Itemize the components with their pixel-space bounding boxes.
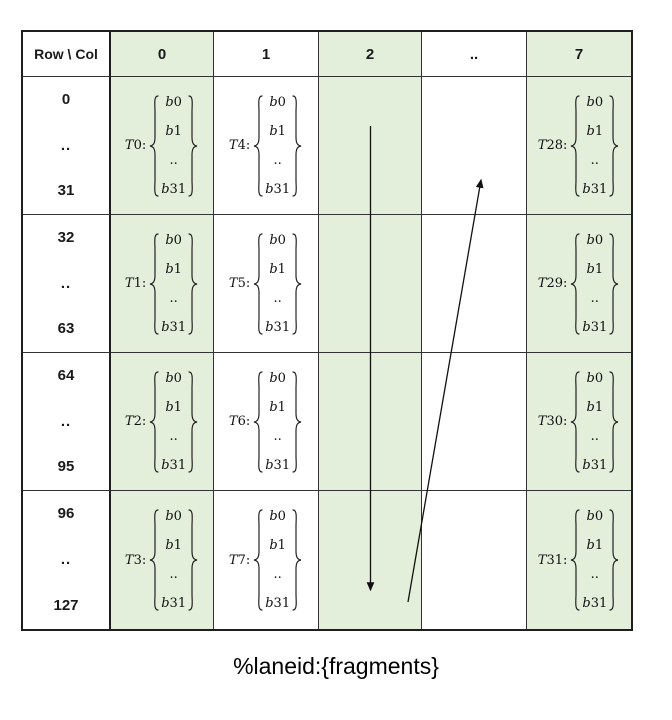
fragment-entries bbox=[264, 94, 291, 198]
fragment-entry: .. bbox=[273, 290, 282, 306]
fragment-label: T28: bbox=[537, 138, 568, 153]
fragment-entry: b31 bbox=[161, 457, 187, 473]
row-end: 127 bbox=[53, 597, 79, 614]
fragment-cell bbox=[214, 491, 319, 629]
fragment bbox=[229, 508, 303, 612]
fragment-entries bbox=[581, 94, 608, 198]
fragment bbox=[229, 94, 303, 198]
fragment-entry: b31 bbox=[265, 181, 291, 197]
right-brace bbox=[608, 370, 620, 474]
fragment-label: T30: bbox=[537, 414, 568, 429]
fragment bbox=[229, 370, 303, 474]
right-brace bbox=[291, 94, 303, 198]
left-brace bbox=[252, 94, 264, 198]
fragment-cell bbox=[422, 353, 527, 491]
fragment-entry: b0 bbox=[165, 232, 182, 248]
fragment bbox=[125, 370, 199, 474]
fragment-cell bbox=[527, 77, 631, 215]
fragment-entry: b0 bbox=[586, 370, 604, 386]
fragment-entry: b0 bbox=[165, 94, 182, 110]
right-brace bbox=[187, 370, 199, 474]
right-brace bbox=[291, 370, 303, 474]
fragment-label: T0: bbox=[124, 138, 147, 153]
fragment-cell bbox=[527, 491, 631, 629]
row-start: 0 bbox=[61, 91, 71, 108]
fragment bbox=[229, 232, 303, 336]
fragment-cell bbox=[214, 215, 319, 353]
fragment-entry: .. bbox=[273, 428, 282, 444]
fragment-cell bbox=[111, 77, 214, 215]
fragment-entry: .. bbox=[590, 567, 599, 582]
fragment-entry: b1 bbox=[269, 538, 286, 553]
fragment-label: T3: bbox=[124, 552, 147, 568]
left-brace bbox=[148, 508, 160, 612]
fragment-label: T2: bbox=[124, 414, 147, 429]
fragment-label: T31: bbox=[537, 552, 568, 568]
fragment-entry: b1 bbox=[586, 538, 604, 553]
fragment-cell bbox=[111, 491, 214, 629]
fragment-entries bbox=[581, 232, 608, 336]
fragment-entry: b31 bbox=[161, 596, 187, 611]
right-brace bbox=[187, 232, 199, 336]
right-brace bbox=[291, 232, 303, 336]
fragment-entries bbox=[160, 232, 187, 336]
right-brace bbox=[291, 508, 303, 612]
fragment-entry: b0 bbox=[165, 509, 182, 524]
fragment-entry: b1 bbox=[586, 399, 604, 415]
left-brace bbox=[569, 508, 581, 612]
fragment-cell bbox=[111, 215, 214, 353]
fragment-entries bbox=[581, 508, 608, 612]
fragment-label: T5: bbox=[228, 276, 251, 291]
right-brace bbox=[608, 508, 620, 612]
row-dots: .. bbox=[60, 274, 72, 292]
fragment bbox=[125, 94, 199, 198]
fragment-entry: b31 bbox=[265, 319, 291, 335]
fragment-label: T1: bbox=[124, 276, 147, 291]
row-dots: .. bbox=[60, 136, 72, 154]
laneid-fragment-table bbox=[21, 30, 633, 631]
fragment-entry: b31 bbox=[582, 457, 608, 473]
left-brace bbox=[569, 232, 581, 336]
fragment-entry: .. bbox=[169, 290, 178, 306]
fragment-entry: b1 bbox=[586, 123, 604, 139]
row-end: 63 bbox=[57, 320, 75, 337]
fragment-entries bbox=[160, 370, 187, 474]
fragment-entry: .. bbox=[169, 428, 178, 444]
col-header-1: 1 bbox=[214, 32, 319, 77]
fragment-entry: b0 bbox=[586, 232, 604, 248]
right-brace bbox=[187, 508, 199, 612]
fragment-entry: .. bbox=[169, 567, 178, 582]
fragment bbox=[125, 232, 199, 336]
fragment-entry: b1 bbox=[165, 261, 182, 277]
fragment-entry: b0 bbox=[269, 370, 286, 386]
fragment-entries bbox=[264, 508, 291, 612]
fragment-entries bbox=[264, 370, 291, 474]
row-range-label bbox=[23, 491, 111, 629]
fragment-entry: b31 bbox=[265, 596, 291, 611]
fragment-entries bbox=[581, 370, 608, 474]
left-brace bbox=[148, 232, 160, 336]
fragment-cell bbox=[111, 353, 214, 491]
fragment-entries bbox=[264, 232, 291, 336]
fragment-entry: b1 bbox=[269, 123, 286, 139]
fragment-cell bbox=[527, 215, 631, 353]
fragment-cell bbox=[319, 491, 422, 629]
fragment bbox=[538, 94, 620, 198]
fragment-entry: b0 bbox=[269, 509, 286, 524]
fragment bbox=[125, 508, 199, 612]
fragment-entry: .. bbox=[590, 152, 599, 168]
row-range-label bbox=[23, 215, 111, 353]
fragment-entry: .. bbox=[273, 567, 282, 582]
left-brace bbox=[252, 508, 264, 612]
left-brace bbox=[148, 94, 160, 198]
fragment-entry: b1 bbox=[165, 399, 182, 415]
fragment-entry: b0 bbox=[165, 370, 182, 386]
fragment-cell bbox=[319, 77, 422, 215]
col-header-dots: .. bbox=[422, 32, 527, 77]
col-header-2: 2 bbox=[319, 32, 422, 77]
col-header-7: 7 bbox=[527, 32, 631, 77]
row-start: 64 bbox=[57, 367, 75, 384]
fragment-entry: b1 bbox=[165, 538, 182, 553]
row-dots: .. bbox=[60, 412, 72, 430]
row-end: 31 bbox=[57, 182, 75, 199]
fragment-label: T6: bbox=[228, 414, 251, 429]
left-brace bbox=[148, 370, 160, 474]
fragment-entry: b31 bbox=[582, 319, 608, 335]
fragment-cell bbox=[422, 215, 527, 353]
corner-header: Row \ Col bbox=[23, 32, 111, 77]
fragment-entry: .. bbox=[273, 152, 282, 168]
fragment-entries bbox=[160, 94, 187, 198]
fragment-cell bbox=[527, 353, 631, 491]
row-start: 32 bbox=[57, 229, 75, 246]
fragment-cell bbox=[214, 353, 319, 491]
fragment-entry: .. bbox=[590, 290, 599, 306]
fragment-entry: .. bbox=[169, 152, 178, 168]
fragment-entries bbox=[160, 508, 187, 612]
fragment bbox=[538, 370, 620, 474]
row-dots: .. bbox=[60, 551, 72, 568]
left-brace bbox=[252, 232, 264, 336]
fragment-entry: b31 bbox=[582, 596, 608, 611]
fragment-entry: b1 bbox=[269, 399, 286, 415]
fragment-entry: b1 bbox=[269, 261, 286, 277]
col-header-0: 0 bbox=[111, 32, 214, 77]
fragment bbox=[538, 232, 620, 336]
fragment-entry: .. bbox=[590, 428, 599, 444]
right-brace bbox=[608, 232, 620, 336]
fragment-entry: b0 bbox=[586, 509, 604, 524]
fragment-entry: b0 bbox=[269, 94, 286, 110]
fragment-cell bbox=[319, 215, 422, 353]
fragment-entry: b31 bbox=[265, 457, 291, 473]
row-start: 96 bbox=[57, 505, 75, 522]
right-brace bbox=[608, 94, 620, 198]
fragment-entry: b1 bbox=[165, 123, 182, 139]
fragment bbox=[538, 508, 620, 612]
fragment-entry: b0 bbox=[269, 232, 286, 248]
fragment-entry: b31 bbox=[582, 181, 608, 197]
left-brace bbox=[569, 94, 581, 198]
fragment-label: T7: bbox=[228, 552, 251, 568]
fragment-label: T29: bbox=[537, 276, 568, 291]
fragment-entry: b1 bbox=[586, 261, 604, 277]
fragment-cell bbox=[214, 77, 319, 215]
row-range-label bbox=[23, 77, 111, 215]
fragment-cell bbox=[422, 491, 527, 629]
fragment-entry: b31 bbox=[161, 181, 187, 197]
fragment-entry: b0 bbox=[586, 94, 604, 110]
row-end: 95 bbox=[57, 458, 75, 475]
fragment-cell bbox=[422, 77, 527, 215]
right-brace bbox=[187, 94, 199, 198]
diagram-caption: %laneid:{fragments} bbox=[233, 653, 439, 679]
left-brace bbox=[569, 370, 581, 474]
row-range-label bbox=[23, 353, 111, 491]
fragment-label: T4: bbox=[228, 138, 251, 153]
fragment-entry: b31 bbox=[161, 319, 187, 335]
fragment-cell bbox=[319, 353, 422, 491]
left-brace bbox=[252, 370, 264, 474]
